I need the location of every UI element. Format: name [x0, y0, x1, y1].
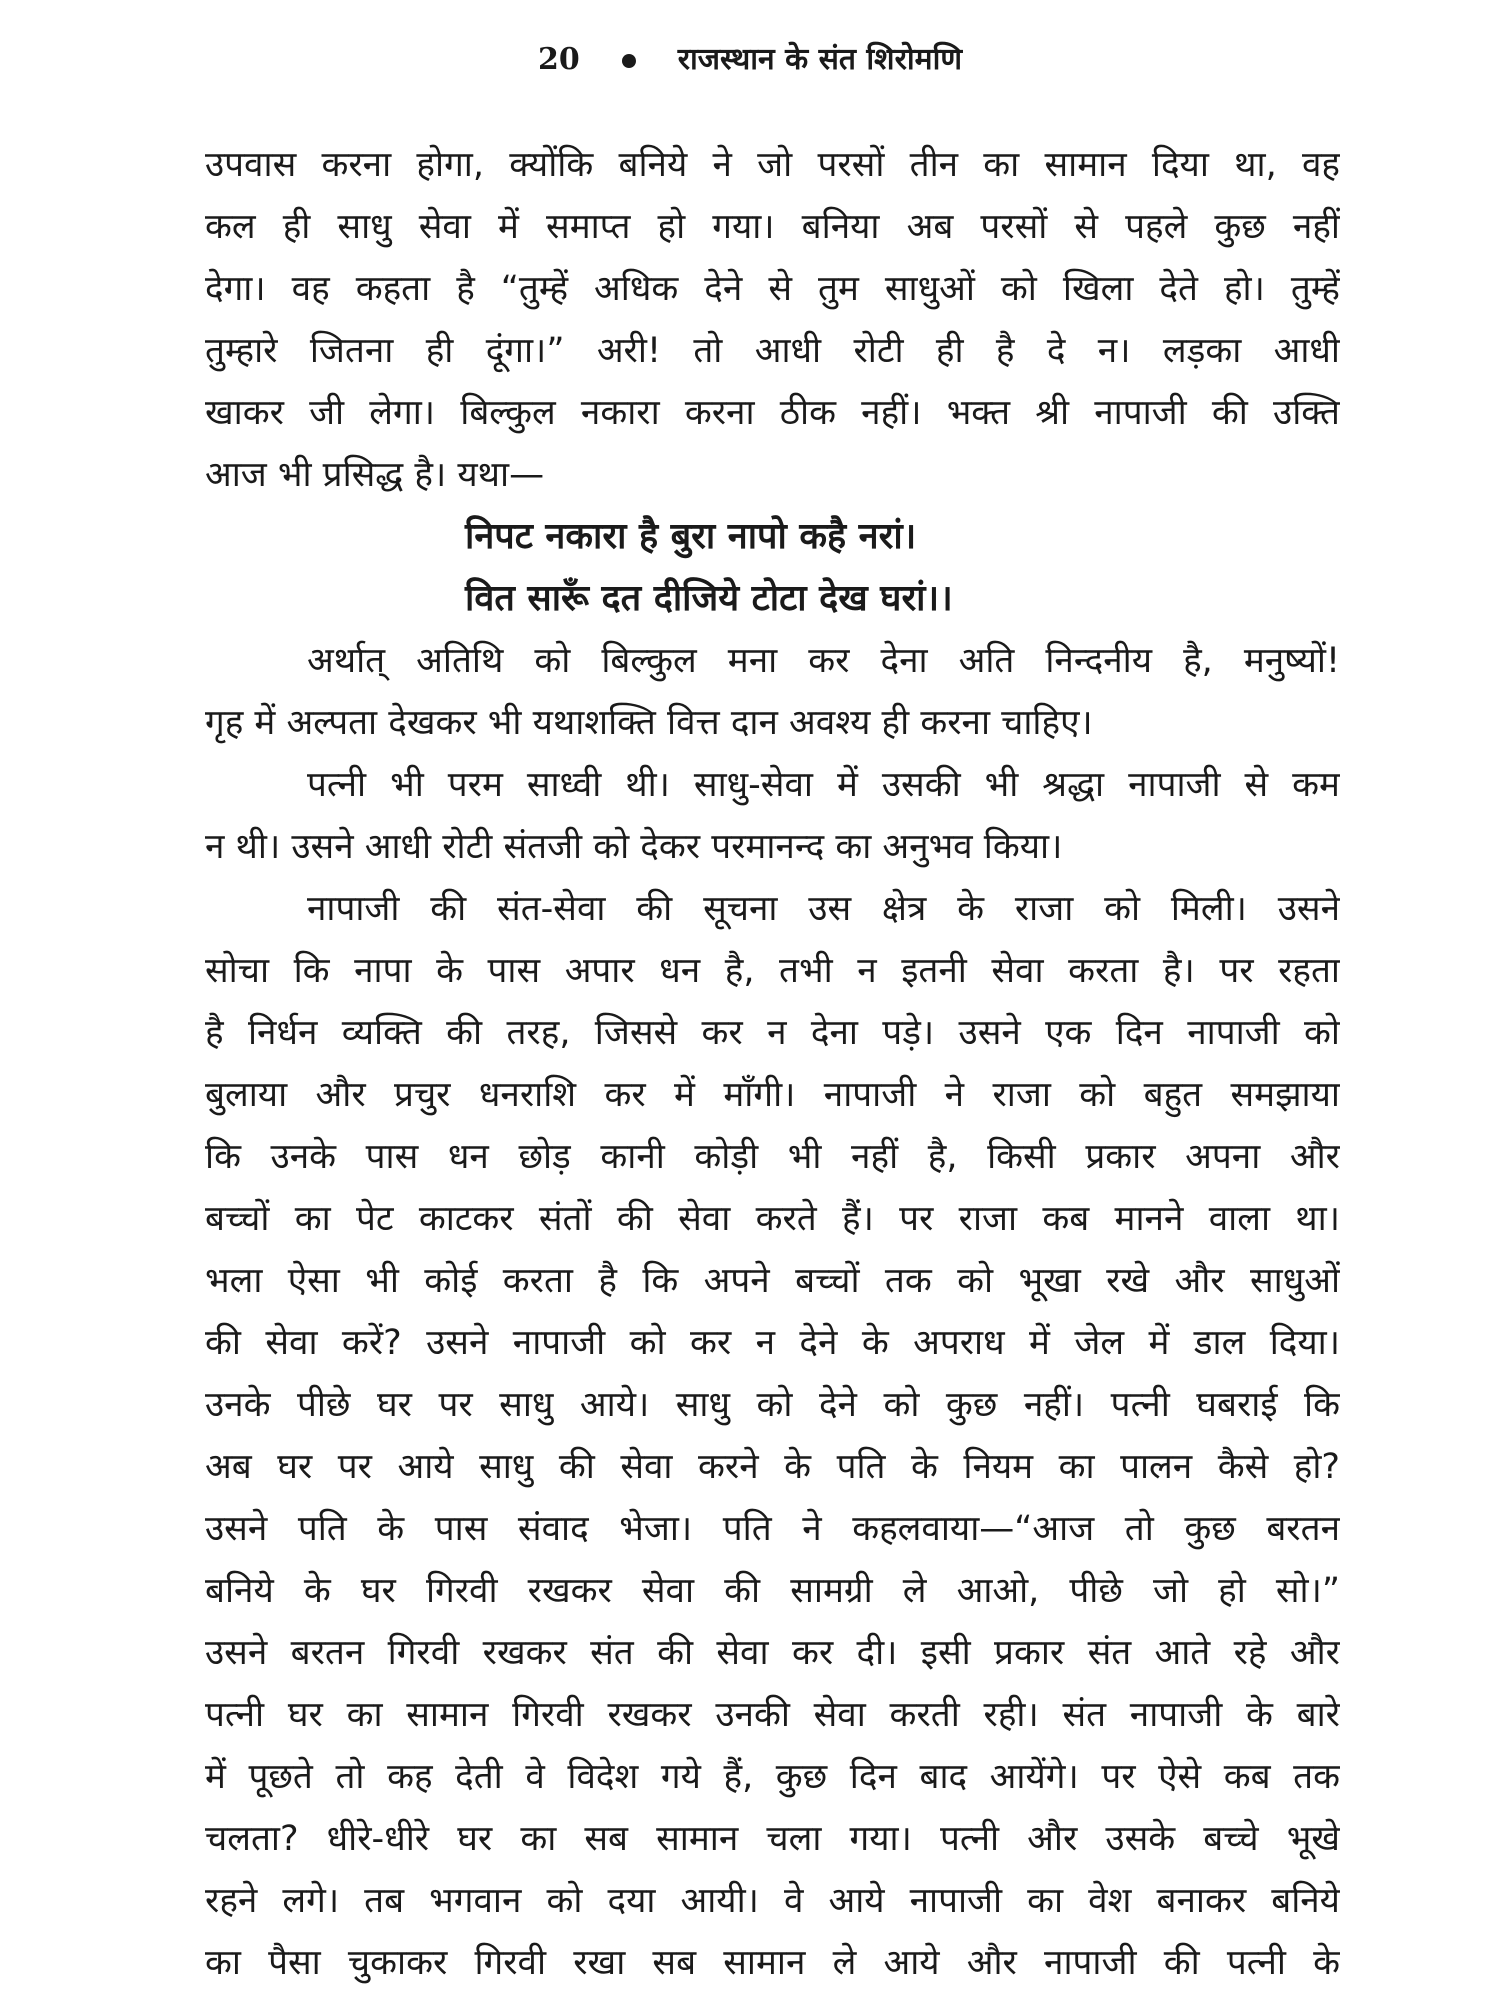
text-line: पत्नी घर का सामान गिरवी रखकर उनकी सेवा करती रही। संत नापाजी के बारे: [205, 1695, 1340, 1735]
text-line: की सेवा करें? उसने नापाजी को कर न देने के अपराध में जेल में डाल दिया।: [205, 1323, 1340, 1363]
running-header: [0, 40, 1500, 80]
text-line: खाकर जी लेगा। बिल्कुल नकारा करना ठीक नहीं। भक्त श्री नापाजी की उक्ति: [205, 393, 1340, 433]
page-body: [205, 134, 1340, 1994]
text-line: न थी। उसने आधी रोटी संतजी को देकर परमानन्द का अनुभव किया।: [205, 827, 1063, 867]
bullet-dot-icon: [622, 54, 636, 68]
text-line: उसने पति के पास संवाद भेजा। पति ने कहलवाया—“आज तो कुछ बरतन: [205, 1509, 1340, 1549]
text-line: सोचा कि नापा के पास अपार धन है, तभी न इतनी सेवा करता है। पर रहता: [205, 951, 1340, 991]
text-line: अब घर पर आये साधु की सेवा करने के पति के नियम का पालन कैसे हो?: [205, 1447, 1340, 1487]
paragraph-1: [205, 134, 1340, 506]
text-line: भला ऐसा भी कोई करता है कि अपने बच्चों तक को भूखा रखे और साधुओं: [205, 1261, 1340, 1301]
text-line: उपवास करना होगा, क्योंकि बनिये ने जो परसों तीन का सामान दिया था, वह: [205, 145, 1340, 185]
paragraph-2: [205, 630, 1340, 754]
paragraph-4: [205, 878, 1340, 1994]
text-line: तुम्हारे जितना ही दूंगा।” अरी! तो आधी रोटी ही है दे न। लड़का आधी: [205, 331, 1340, 371]
text-line: आज भी प्रसिद्ध है। यथा—: [205, 455, 545, 495]
text-line: बच्चों का पेट काटकर संतों की सेवा करते हैं। पर राजा कब मानने वाला था।: [205, 1199, 1340, 1239]
text-line: का पैसा चुकाकर गिरवी रखा सब सामान ले आये और नापाजी की पत्नी के: [205, 1943, 1340, 1983]
text-line: कि उनके पास धन छोड़ कानी कोड़ी भी नहीं है, किसी प्रकार अपना और: [205, 1137, 1340, 1177]
verse-block: [205, 506, 1340, 630]
verse-line-1: निपट नकारा है बुरा नापो कहै नरां।: [465, 516, 917, 557]
text-line: पत्नी भी परम साध्वी थी। साधु-सेवा में उसकी भी श्रद्धा नापाजी से कम: [307, 765, 1340, 805]
text-line: नापाजी की संत-सेवा की सूचना उस क्षेत्र के राजा को मिली। उसने: [307, 889, 1340, 929]
verse-line-2: वित सारूँ दत दीजिये टोटा देख घरां।।: [465, 578, 953, 619]
paragraph-3: [205, 754, 1340, 878]
text-line: बनिये के घर गिरवी रखकर सेवा की सामग्री ले आओ, पीछे जो हो सो।”: [205, 1571, 1340, 1611]
text-line: अर्थात् अतिथि को बिल्कुल मना कर देना अति निन्दनीय है, मनुष्यों!: [307, 641, 1340, 681]
text-line: उसने बरतन गिरवी रखकर संत की सेवा कर दी। इसी प्रकार संत आते रहे और: [205, 1633, 1340, 1673]
text-line: है निर्धन व्यक्ति की तरह, जिससे कर न देना पड़े। उसने एक दिन नापाजी को: [205, 1013, 1340, 1053]
text-line: देगा। वह कहता है “तुम्हें अधिक देने से तुम साधुओं को खिला देते हो। तुम्हें: [205, 269, 1340, 309]
text-line: में पूछते तो कह देती वे विदेश गये हैं, कुछ दिन बाद आयेंगे। पर ऐसे कब तक: [205, 1757, 1340, 1797]
book-title: राजस्थान के संत शिरोमणि: [677, 42, 963, 77]
text-line: रहने लगे। तब भगवान को दया आयी। वे आये नापाजी का वेश बनाकर बनिये: [205, 1881, 1340, 1921]
text-line: उनके पीछे घर पर साधु आये। साधु को देने को कुछ नहीं। पत्नी घबराई कि: [205, 1385, 1340, 1425]
text-line: चलता? धीरे-धीरे घर का सब सामान चला गया। पत्नी और उसके बच्चे भूखे: [205, 1819, 1340, 1859]
text-line: कल ही साधु सेवा में समाप्त हो गया। बनिया अब परसों से पहले कुछ नहीं: [205, 207, 1340, 247]
text-line: बुलाया और प्रचुर धनराशि कर में माँगी। नापाजी ने राजा को बहुत समझाया: [205, 1075, 1340, 1115]
page-number: 20: [537, 42, 580, 77]
text-line: गृह में अल्पता देखकर भी यथाशक्ति वित्त दान अवश्य ही करना चाहिए।: [205, 703, 1093, 743]
